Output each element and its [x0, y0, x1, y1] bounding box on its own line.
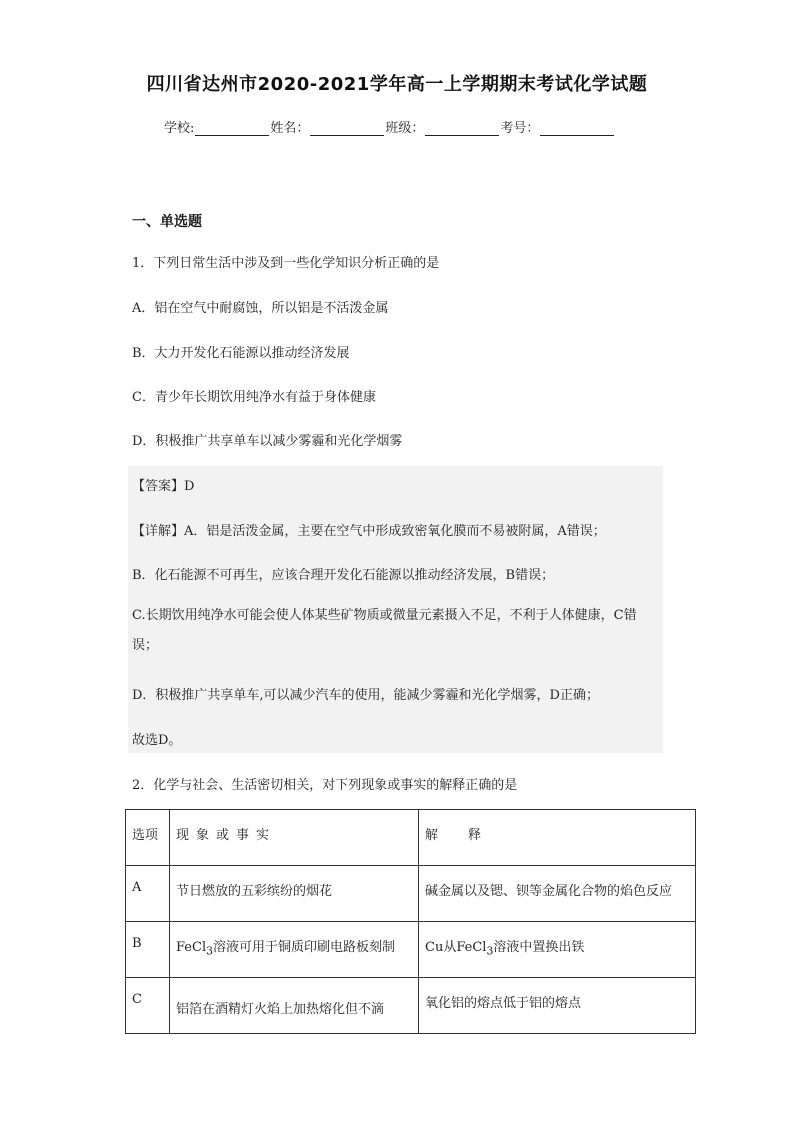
- header-fact: [170, 810, 419, 866]
- q1-conclusion: 故选D。: [132, 733, 182, 748]
- class-label: 班级：: [385, 121, 425, 136]
- table-header-row: [126, 810, 696, 866]
- row-b-fact: [170, 922, 419, 978]
- q1-explanation-d: D．积极推广共享单车,可以减少汽车的使用，能减少雾霾和光化学烟雾，D正确；: [132, 688, 599, 703]
- header-expl-char2: 释: [468, 828, 482, 843]
- section-heading: 一、单选题: [132, 214, 202, 230]
- q1-option-a: A．铝在空气中耐腐蚀，所以铝是不活泼金属: [132, 301, 389, 316]
- row-b-expl-suffix: 溶液中置换出铁: [493, 940, 585, 955]
- q1-option-d: D．积极推广共享单车以减少雾霾和光化学烟雾: [132, 434, 403, 449]
- q1-option-c: C．青少年长期饮用纯净水有益于身体健康: [132, 390, 376, 405]
- page-title: 四川省达州市2020-2021学年高一上学期期末考试化学试题: [146, 74, 648, 95]
- row-c-option: C: [126, 978, 170, 1034]
- name-label: 姓名：: [270, 121, 310, 136]
- row-c-explanation: 氧化铝的熔点低于铝的熔点: [419, 978, 696, 1034]
- table-row: [126, 978, 696, 1034]
- q1-explanation-a: 【详解】A．铝是活泼金属，主要在空气中形成致密氧化膜而不易被附属，A错误；: [132, 524, 606, 539]
- row-a-option: A: [126, 866, 170, 922]
- number-label: 考号：: [500, 121, 540, 136]
- number-blank: [540, 121, 614, 136]
- table-row: [126, 866, 696, 922]
- row-b-fact-prefix: FeCl: [176, 940, 207, 955]
- school-blank: [195, 121, 269, 136]
- q1-answer: 【答案】D: [132, 479, 195, 494]
- header-explanation: [419, 810, 696, 866]
- row-b-fact-sub: 3: [206, 944, 213, 958]
- table-row: [126, 922, 696, 978]
- q1-explanation-b: B．化石能源不可再生，应该合理开发化石能源以推动经济发展，B错误；: [132, 568, 555, 583]
- row-a-fact: 节日燃放的五彩缤纷的烟花: [170, 866, 419, 922]
- row-b-fact-suffix: 溶液可用于铜质印刷电路板刻制: [213, 940, 396, 955]
- header-option: 选项: [126, 810, 170, 866]
- q1-stem: 1．下列日常生活中涉及到一些化学知识分析正确的是: [132, 256, 440, 271]
- q1-explanation-c: C.长期饮用纯净水可能会使人体某些矿物质或微量元素摄入不足，不利于人体健康，C错误；: [132, 608, 637, 653]
- row-b-option: B: [126, 922, 170, 978]
- row-b-explanation: [419, 922, 696, 978]
- row-a-explanation: 碱金属以及锶、钡等金属化合物的焰色反应: [419, 866, 696, 922]
- row-b-expl-prefix: Cu从FeCl: [425, 940, 487, 955]
- q2-stem: 2．化学与社会、生活密切相关，对下列现象或事实的解释正确的是: [132, 778, 518, 793]
- q1-option-b: B．大力开发化石能源以推动经济发展: [132, 346, 350, 361]
- school-label: 学校:: [164, 121, 195, 136]
- header-fact-text: 现象或事实: [176, 828, 277, 843]
- q2-options-table: [125, 809, 696, 1034]
- class-blank: [425, 121, 499, 136]
- header-expl-char1: 解: [425, 828, 439, 843]
- student-info-line: [164, 117, 615, 136]
- row-c-fact: 铝箔在酒精灯火焰上加热熔化但不滴: [170, 978, 419, 1034]
- row-b-expl-sub: 3: [486, 944, 494, 958]
- name-blank: [310, 121, 384, 136]
